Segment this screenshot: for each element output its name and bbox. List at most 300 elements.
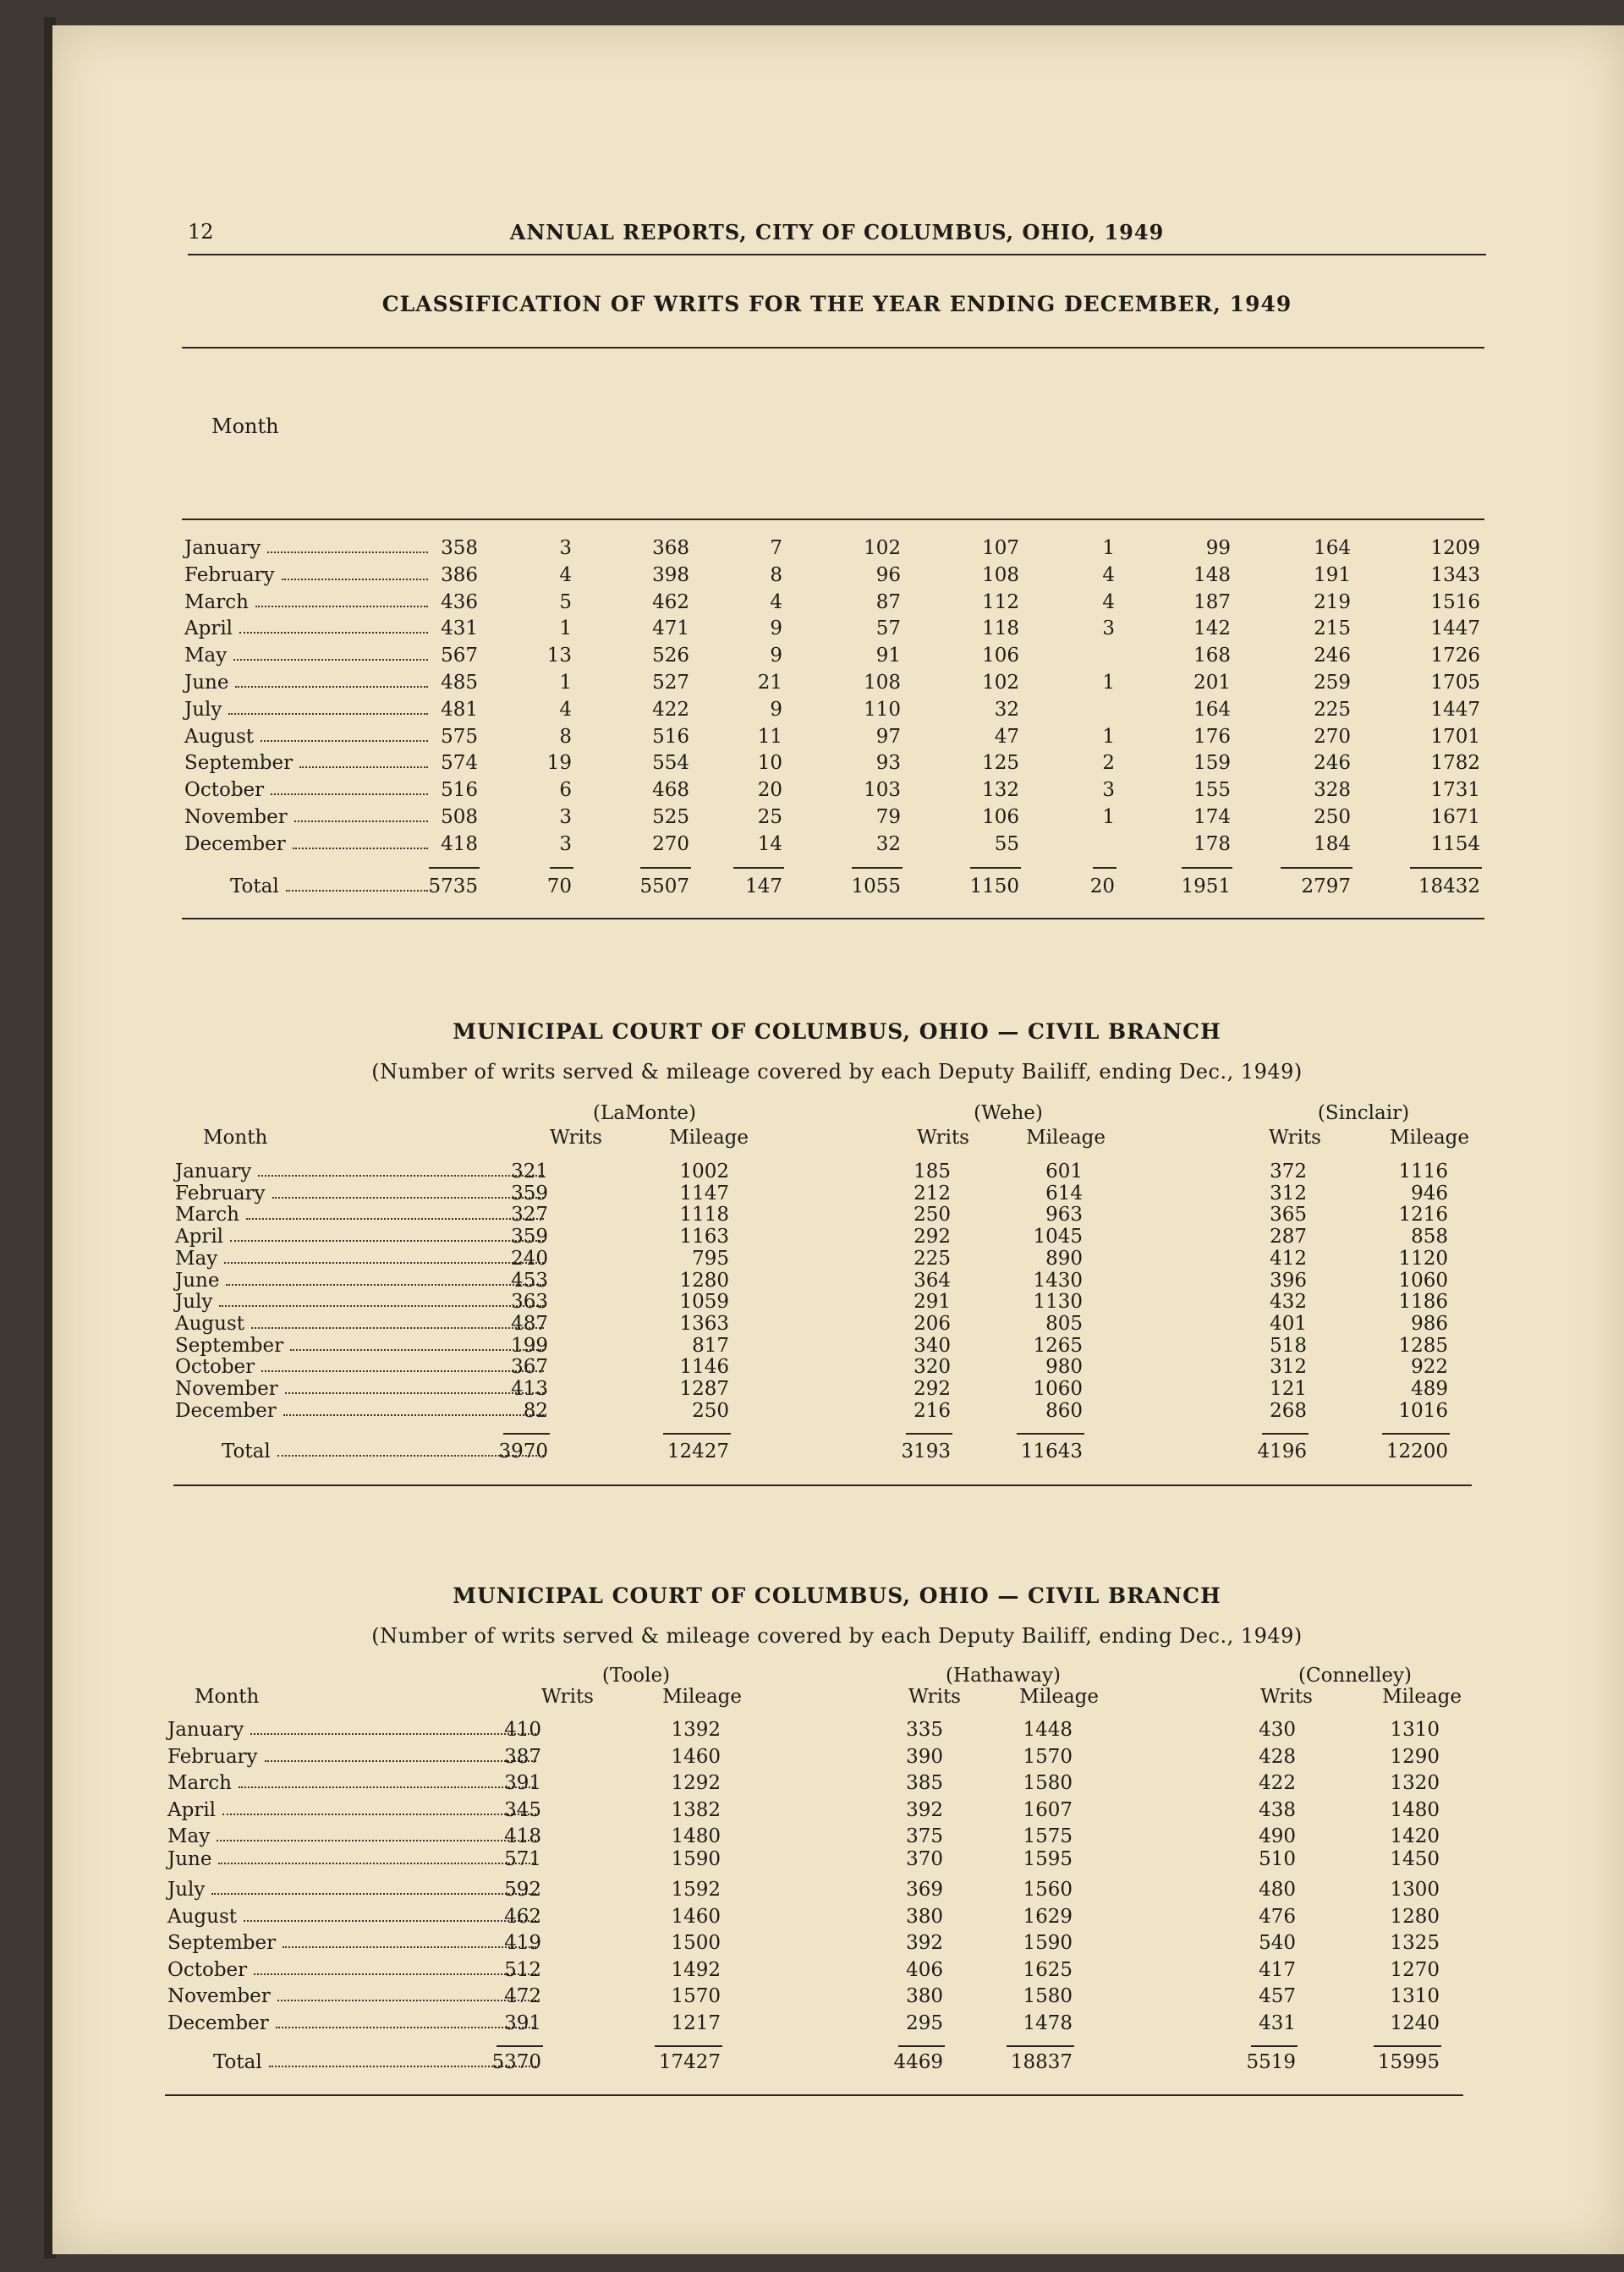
bailiff-cell: 1045 [1033,1226,1083,1249]
writs-sum-line [1093,867,1116,869]
bailiff-cell: 540 [1259,1932,1296,1954]
writs-total-cell: 18432 [1418,875,1480,897]
writs-cell: 178 [1193,832,1231,855]
writs-cell: 1 [1102,806,1115,828]
writs-cell: 11 [757,725,782,748]
bailiff-cell: 430 [1259,1719,1296,1741]
writs-header: Writs [1268,1127,1321,1149]
writs-cell: 159 [1193,752,1231,775]
bailiff-cell: 1163 [679,1226,729,1249]
bailiff-cell: 359 [511,1226,548,1249]
writs-cell: 1447 [1430,698,1480,721]
bailiff-cell: 980 [1045,1356,1083,1379]
bailiff-cell: 1460 [671,1745,721,1768]
bailiff-sum-line [1374,2045,1441,2047]
bailiff-cell: 406 [906,1958,943,1981]
writs-cell: 1782 [1430,752,1480,775]
writs-cell: 219 [1314,590,1351,613]
month-name: November [167,1985,271,2007]
bailiff-cell: 922 [1411,1356,1448,1379]
writs-cell: 93 [875,752,901,775]
bailiff-total-cell: 3970 [498,1441,548,1463]
bailiff-cell: 185 [914,1161,951,1183]
bailiff-sum-line [655,2045,722,2047]
writs-cell: 5 [559,590,572,613]
bailiff-name-header: (Wehe) [974,1102,1043,1124]
writs-cell: 259 [1314,672,1351,694]
page-number: 12 [188,220,214,244]
bailiff-sum-line [1017,1433,1084,1435]
writs-cell: 4 [770,590,782,613]
writs-cell: 1 [1102,537,1115,559]
writs-header: Writs [916,1127,969,1149]
writs-header: Writs [540,1686,594,1708]
bailiff-cell: 363 [511,1291,548,1314]
writs-cell: 57 [875,617,901,640]
bailiff-cell: 1580 [1023,1772,1073,1794]
bailiff-cell: 428 [1259,1745,1296,1768]
bailiff-cell: 1420 [1390,1825,1440,1847]
writs-total-cell: 20 [1089,875,1115,897]
writs-cell: 20 [757,779,782,802]
writs-cell: 422 [652,698,689,721]
month-name: December [175,1399,277,1422]
bailiff-cell: 1287 [679,1378,729,1400]
writs-header: Writs [549,1127,602,1149]
writs-cell: 516 [652,725,689,748]
writs-cell: 142 [1193,617,1231,640]
writs-cell: 9 [770,698,782,721]
month-name: January [167,1719,244,1741]
month-name: April [175,1226,224,1249]
writs-cell: 132 [982,779,1019,802]
bailiff-cell: 489 [1411,1378,1448,1400]
bailiff-cell: 1016 [1398,1399,1448,1422]
writs-cell: 191 [1314,563,1351,586]
writs-cell: 118 [982,617,1019,640]
writs-cell: 164 [1314,537,1351,559]
bailiff-name-header: (Hathaway) [946,1665,1061,1687]
bailiff-total-cell: 4469 [893,2051,943,2073]
bailiff-cell: 385 [906,1772,943,1794]
month-name: April [184,617,233,640]
writs-total-cell: 1951 [1181,875,1231,897]
bailiff-cell: 1120 [1398,1247,1448,1270]
month-name: October [167,1958,248,1981]
writs-cell: 164 [1193,698,1231,721]
writs-cell: 7 [770,537,782,559]
bailiff-cell: 312 [1270,1356,1307,1379]
bailiff-cell: 1216 [1398,1204,1448,1227]
writs-cell: 14 [757,832,782,855]
month-name: January [184,537,261,559]
writs-cell: 358 [441,537,478,559]
bailiff-cell: 1002 [679,1161,729,1183]
bailiff-cell: 387 [504,1745,541,1768]
writs-cell: 21 [757,672,782,694]
month-name: June [167,1847,212,1870]
writs-cell: 1671 [1430,806,1480,828]
writs-cell: 4 [1102,590,1115,613]
bailiff-cell: 472 [504,1985,541,2007]
bailiff-cell: 396 [1270,1269,1307,1292]
bailiff-bottom-rule [173,1484,1472,1486]
writs-sum-line [550,867,573,869]
writs-cell: 187 [1193,590,1231,613]
bailiff-total-cell: 5370 [491,2051,541,2073]
writs-sum-line [1410,867,1482,869]
month-name: August [175,1312,245,1335]
bailiff-cell: 510 [1259,1847,1296,1870]
mileage-header: Mileage [669,1127,749,1149]
bailiff-cell: 1059 [679,1291,729,1314]
writs-cell: 215 [1314,617,1351,640]
bailiff-cell: 438 [1259,1798,1296,1821]
bailiff-cell: 1300 [1390,1879,1440,1901]
bailiff-cell: 1270 [1390,1958,1440,1981]
bailiff-cell: 1560 [1023,1879,1073,1901]
bailiff-name-header: (Sinclair) [1317,1102,1410,1124]
writs-cell: 102 [982,672,1019,694]
writs-cell: 1 [559,672,572,694]
writs-cell: 108 [864,672,901,694]
month-name: February [167,1745,258,1768]
writs-total-cell: 5735 [428,875,478,897]
writs-cell: 3 [559,537,572,559]
writs-cell: 4 [559,563,572,586]
bailiff-cell: 422 [1259,1772,1296,1794]
writs-sum-line [733,867,784,869]
writs-cell: 148 [1193,563,1231,586]
bailiff-cell: 345 [504,1798,541,1821]
writs-cell: 431 [441,617,478,640]
month-name: June [184,672,229,694]
bailiff-cell: 412 [1270,1247,1307,1270]
bailiff-cell: 390 [906,1745,943,1768]
bailiff-cell: 295 [906,2011,943,2034]
writs-cell: 174 [1193,806,1231,828]
bailiff-cell: 327 [511,1204,548,1227]
total-label: Total [222,1441,271,1463]
writs-cell: 3 [559,832,572,855]
writs-cell: 1 [1102,725,1115,748]
bailiff-cell: 1290 [1390,1745,1440,1768]
writs-cell: 567 [441,645,478,667]
bailiff-cell: 364 [914,1269,951,1292]
writs-cell: 462 [652,590,689,613]
writs-total-cell: 70 [546,875,572,897]
writs-cell: 55 [994,832,1019,855]
bailiff-cell: 401 [1270,1312,1307,1335]
writs-cell: 176 [1193,725,1231,748]
writs-cell: 79 [875,806,901,828]
bailiff-cell: 1060 [1398,1269,1448,1292]
bailiff-cell: 1480 [1390,1798,1440,1821]
month-header: Month [195,1686,260,1708]
writs-cell: 2 [1102,752,1115,775]
month-name: December [167,2011,269,2034]
bailiff-cell: 462 [504,1905,541,1928]
bailiff-cell: 1575 [1023,1825,1073,1847]
writs-cell: 527 [652,672,689,694]
bailiff-cell: 1363 [679,1312,729,1335]
writs-cell: 3 [1102,779,1115,802]
bailiff-cell: 335 [906,1719,943,1741]
writs-sum-line [640,867,691,869]
bailiff-cell: 365 [1270,1204,1307,1227]
writs-cell: 10 [757,752,782,775]
mileage-header: Mileage [1390,1127,1469,1149]
writs-cell: 108 [982,563,1019,586]
month-name: January [175,1161,252,1183]
bailiff-sum-line [898,2045,945,2047]
writs-table-title: CLASSIFICATION OF WRITS FOR THE YEAR ENDING DECEMBER, 1949 [381,292,1292,316]
bailiff-cell: 1280 [679,1269,729,1292]
bailiff-sum-line [1251,2045,1298,2047]
bailiff-name-header: (LaMonte) [593,1102,696,1124]
bailiff-cell: 370 [906,1847,943,1870]
bailiff-cell: 1595 [1023,1847,1073,1870]
writs-cell: 368 [652,537,689,559]
writs-cell: 9 [770,617,782,640]
writs-cell: 110 [864,698,901,721]
writs-cell: 103 [864,779,901,802]
writs-cell: 225 [1314,698,1351,721]
bailiff-cell: 858 [1411,1226,1448,1249]
bailiff-cell: 480 [1259,1879,1296,1901]
bailiff-sum-line [1382,1433,1450,1435]
month-name: May [184,645,228,667]
bailiff-cell: 1460 [671,1905,721,1928]
month-name: July [184,698,222,721]
bailiff-cell: 860 [1045,1399,1083,1422]
total-label: Total [230,875,279,897]
bailiff-cell: 986 [1411,1312,1448,1335]
month-name: July [167,1879,206,1901]
mileage-header: Mileage [662,1686,742,1708]
bailiff-cell: 1430 [1033,1269,1083,1292]
writs-cell: 96 [875,563,901,586]
writs-header-rule [182,519,1484,520]
bailiff-cell: 1265 [1033,1334,1083,1357]
writs-header: Writs [908,1686,961,1708]
bailiff-sum-line [906,1433,952,1435]
bailiff-table-2-title: MUNICIPAL COURT OF COLUMBUS, OHIO — CIVIL BRANCH [453,1583,1221,1608]
bailiff-cell: 121 [1270,1378,1307,1400]
writs-cell: 99 [1205,537,1231,559]
bailiff-cell: 206 [914,1312,951,1335]
bailiff-cell: 320 [914,1356,951,1379]
bailiff-cell: 1382 [671,1798,721,1821]
writs-cell: 1731 [1430,779,1480,802]
writs-cell: 106 [982,806,1019,828]
bailiff-cell: 419 [504,1932,541,1954]
bailiff-cell: 417 [1259,1958,1296,1981]
bailiff-cell: 1500 [671,1932,721,1954]
writs-sum-line [1281,867,1352,869]
writs-cell: 168 [1193,645,1231,667]
month-name: May [175,1247,218,1270]
writs-table-top-rule [182,347,1484,348]
writs-cell: 250 [1314,806,1351,828]
month-name: October [175,1356,255,1379]
writs-cell: 246 [1314,752,1351,775]
writs-cell: 508 [441,806,478,828]
month-name: November [175,1378,278,1400]
bailiff-cell: 82 [523,1399,548,1422]
bailiff-cell: 392 [906,1798,943,1821]
bailiff-cell: 1130 [1033,1291,1083,1314]
writs-total-cell: 5507 [639,875,689,897]
month-name: February [175,1182,266,1205]
bailiff-cell: 216 [914,1399,951,1422]
bailiff-cell: 240 [511,1247,548,1270]
writs-cell: 270 [1314,725,1351,748]
writs-total-cell: 2797 [1301,875,1351,897]
bailiff-table-1-subtitle: (Number of writs served & mileage covered by each Deputy Bailiff, ending Dec., 1949) [371,1060,1303,1084]
writs-cell: 1516 [1430,590,1480,613]
writs-cell: 471 [652,617,689,640]
running-title: ANNUAL REPORTS, CITY OF COLUMBUS, OHIO, 1949 [509,220,1165,244]
bailiff-cell: 340 [914,1334,951,1357]
bailiff-cell: 571 [504,1847,541,1870]
bailiff-cell: 292 [914,1226,951,1249]
writs-total-cell: 147 [745,875,782,897]
month-name: April [167,1798,217,1821]
writs-cell: 4 [1102,563,1115,586]
bailiff-cell: 1060 [1033,1378,1083,1400]
mileage-header: Mileage [1019,1686,1099,1708]
bailiff-cell: 795 [692,1247,729,1270]
writs-cell: 328 [1314,779,1351,802]
writs-cell: 386 [441,563,478,586]
bailiff-cell: 1492 [671,1958,721,1981]
month-name: March [175,1204,239,1227]
bailiff-cell: 1146 [679,1356,729,1379]
bailiff-cell: 946 [1411,1182,1448,1205]
writs-cell: 125 [982,752,1019,775]
writs-cell: 1447 [1430,617,1480,640]
bailiff-cell: 1280 [1390,1905,1440,1928]
writs-cell: 32 [994,698,1019,721]
bailiff-cell: 380 [906,1905,943,1928]
writs-cell: 526 [652,645,689,667]
bailiff-cell: 391 [504,2011,541,2034]
bailiff-cell: 392 [906,1932,943,1954]
writs-cell: 468 [652,779,689,802]
bailiff-cell: 250 [692,1399,729,1422]
bailiff-total-cell: 12427 [667,1441,729,1463]
bailiff-cell: 268 [1270,1399,1307,1422]
bailiff-name-header: (Toole) [601,1665,671,1687]
mileage-header: Mileage [1382,1686,1462,1708]
writs-cell: 3 [1102,617,1115,640]
month-name: June [175,1269,220,1292]
bailiff-cell: 1450 [1390,1847,1440,1870]
bailiff-sum-line [1262,1433,1309,1435]
bailiff-cell: 1625 [1023,1958,1073,1981]
bailiff-cell: 212 [914,1182,951,1205]
writs-cell: 418 [441,832,478,855]
writs-cell: 184 [1314,832,1351,855]
writs-cell: 525 [652,806,689,828]
total-label: Total [213,2051,262,2073]
writs-cell: 574 [441,752,478,775]
writs-cell: 6 [559,779,572,802]
bailiff-cell: 312 [1270,1182,1307,1205]
bailiff-total-cell: 12200 [1385,1441,1448,1463]
writs-cell: 4 [559,698,572,721]
writs-cell: 554 [652,752,689,775]
bailiff-cell: 1186 [1398,1291,1448,1314]
bailiff-total-cell: 4196 [1257,1441,1307,1463]
writs-cell: 112 [982,590,1019,613]
writs-cell: 1209 [1430,537,1480,559]
bailiff-cell: 413 [511,1378,548,1400]
month-name: September [167,1932,277,1954]
bailiff-cell: 1325 [1390,1932,1440,1954]
bailiff-cell: 817 [692,1334,729,1357]
writs-cell: 102 [864,537,901,559]
bailiff-cell: 359 [511,1182,548,1205]
writs-cell: 1343 [1430,563,1480,586]
bailiff-cell: 250 [914,1204,951,1227]
writs-table-bottom-rule [182,918,1484,919]
month-header: Month [203,1127,268,1149]
writs-cell: 8 [559,725,572,748]
bailiff-cell: 592 [504,1879,541,1901]
writs-cell: 1154 [1430,832,1480,855]
bailiff-cell: 453 [511,1269,548,1292]
writs-cell: 481 [441,698,478,721]
bailiff-cell: 431 [1259,2011,1296,2034]
month-name: October [184,779,265,802]
writs-month-header: Month [211,414,279,438]
bailiff-cell: 1217 [671,2011,721,2034]
month-name: November [184,806,288,828]
writs-cell: 1 [1102,672,1115,694]
bailiff-sum-line [497,2045,543,2047]
writs-sum-line [970,867,1021,869]
writs-sum-line [852,867,903,869]
bailiff-cell: 1592 [671,1879,721,1901]
bailiff-cell: 410 [504,1719,541,1741]
bailiff-cell: 287 [1270,1226,1307,1249]
bailiff-cell: 601 [1045,1161,1083,1183]
writs-cell: 1701 [1430,725,1480,748]
bailiff-cell: 1147 [679,1182,729,1205]
month-name: December [184,832,286,855]
writs-cell: 1726 [1430,645,1480,667]
bailiff-cell: 432 [1270,1291,1307,1314]
writs-cell: 9 [770,645,782,667]
bailiff-cell: 476 [1259,1905,1296,1928]
bailiff-cell: 1320 [1390,1772,1440,1794]
month-name: March [167,1772,232,1794]
bailiff-total-cell: 3193 [901,1441,951,1463]
writs-cell: 516 [441,779,478,802]
bailiff-cell: 1392 [671,1719,721,1741]
writs-cell: 91 [875,645,901,667]
writs-cell: 87 [875,590,901,613]
month-name: March [184,590,249,613]
writs-cell: 1705 [1430,672,1480,694]
writs-sum-line [1182,867,1232,869]
bailiff-cell: 1629 [1023,1905,1073,1928]
bailiff-cell: 418 [504,1825,541,1847]
bailiff-total-cell: 11643 [1020,1441,1083,1463]
bailiff-cell: 1580 [1023,1985,1073,2007]
